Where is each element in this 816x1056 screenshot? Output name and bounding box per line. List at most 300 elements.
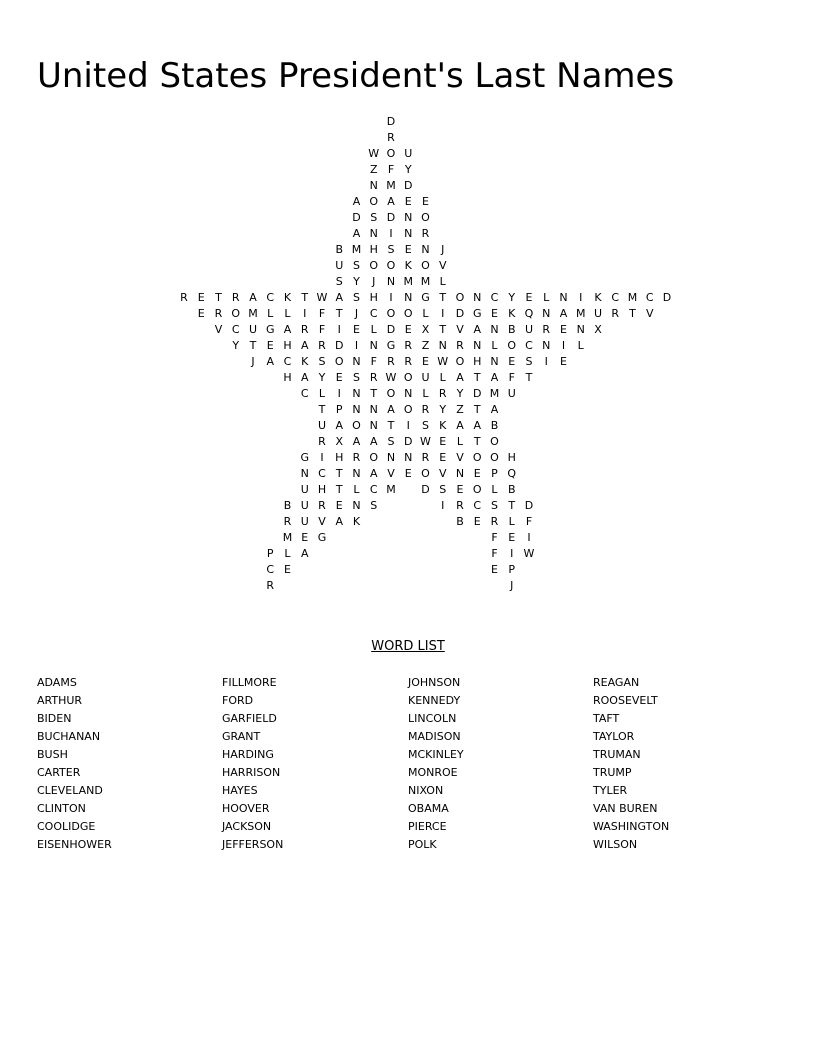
grid-letter[interactable]: N (369, 419, 378, 432)
grid-letter[interactable]: M (403, 275, 413, 288)
grid-letter[interactable]: R (266, 579, 275, 592)
grid-letter[interactable]: O (386, 259, 396, 272)
grid-letter[interactable]: K (404, 259, 412, 272)
grid-letter[interactable]: N (352, 403, 361, 416)
grid-letter[interactable]: P (335, 403, 343, 416)
grid-letter[interactable]: D (473, 387, 482, 400)
grid-letter[interactable]: N (455, 467, 465, 480)
grid-letter[interactable]: L (370, 323, 377, 336)
grid-letter[interactable]: E (560, 355, 567, 368)
grid-letter[interactable]: U (524, 323, 534, 336)
grid-letter[interactable]: O (369, 259, 379, 272)
grid-letter[interactable]: V (438, 259, 447, 272)
grid-letter[interactable]: E (508, 355, 516, 368)
grid-letter[interactable]: T (335, 307, 343, 320)
grid-letter[interactable]: R (404, 339, 413, 352)
grid-letter[interactable]: B (490, 419, 499, 432)
grid-letter[interactable]: N (542, 339, 551, 352)
grid-letter[interactable]: O (403, 403, 413, 416)
grid-letter[interactable]: W (368, 147, 380, 160)
grid-letter[interactable]: O (403, 307, 413, 320)
grid-letter[interactable]: L (577, 339, 584, 352)
grid-letter[interactable]: I (441, 499, 445, 512)
grid-letter[interactable]: R (542, 323, 551, 336)
grid-letter[interactable]: N (404, 227, 413, 240)
grid-letter[interactable]: O (386, 307, 396, 320)
grid-letter[interactable]: N (559, 291, 568, 304)
grid-letter[interactable]: Q (524, 307, 534, 320)
grid-letter[interactable]: N (438, 339, 447, 352)
grid-letter[interactable]: G (317, 531, 327, 544)
grid-letter[interactable]: A (369, 435, 378, 448)
grid-letter[interactable]: L (267, 307, 274, 320)
grid-letter[interactable]: K (352, 515, 361, 528)
grid-letter[interactable]: T (249, 339, 257, 352)
grid-letter[interactable]: R (456, 499, 464, 512)
grid-letter[interactable]: A (300, 371, 309, 384)
grid-letter[interactable]: W (420, 435, 431, 448)
grid-letter[interactable]: R (490, 515, 499, 528)
grid-letter[interactable]: N (404, 211, 413, 224)
grid-letter[interactable]: D (404, 435, 413, 448)
grid-letter[interactable]: I (579, 291, 583, 304)
grid-letter[interactable]: I (337, 323, 341, 336)
grid-letter[interactable]: O (369, 451, 379, 464)
grid-letter[interactable]: Y (232, 339, 240, 352)
grid-letter[interactable]: N (369, 403, 378, 416)
grid-letter[interactable]: U (421, 371, 430, 384)
grid-letter[interactable]: C (490, 291, 499, 304)
grid-letter[interactable]: P (508, 563, 516, 576)
grid-letter[interactable]: A (456, 371, 464, 384)
grid-letter[interactable]: A (335, 419, 344, 432)
grid-letter[interactable]: M (248, 307, 258, 320)
grid-letter[interactable]: N (490, 323, 499, 336)
grid-letter[interactable]: T (370, 387, 378, 400)
grid-letter[interactable]: A (559, 307, 568, 320)
grid-letter[interactable]: Y (318, 371, 326, 384)
grid-letter[interactable]: Z (421, 339, 430, 352)
grid-letter[interactable]: D (662, 291, 672, 304)
grid-letter[interactable]: T (473, 435, 481, 448)
grid-letter[interactable]: L (422, 387, 429, 400)
grid-letter[interactable]: B (507, 323, 516, 336)
grid-letter[interactable]: E (197, 291, 205, 304)
grid-letter[interactable]: O (386, 147, 396, 160)
grid-letter[interactable]: U (593, 307, 603, 320)
grid-letter[interactable]: C (645, 291, 654, 304)
grid-letter[interactable]: X (594, 323, 602, 336)
grid-letter[interactable]: F (491, 547, 498, 560)
grid-letter[interactable]: V (456, 451, 464, 464)
grid-letter[interactable]: R (318, 435, 326, 448)
grid-letter[interactable]: N (404, 451, 413, 464)
grid-letter[interactable]: T (335, 467, 343, 480)
grid-letter[interactable]: S (370, 211, 378, 224)
grid-letter[interactable]: A (387, 403, 395, 416)
grid-letter[interactable]: E (473, 515, 481, 528)
grid-letter[interactable]: E (353, 323, 360, 336)
grid-letter[interactable]: C (525, 339, 533, 352)
grid-letter[interactable]: L (439, 371, 446, 384)
grid-letter[interactable]: I (406, 419, 410, 432)
grid-letter[interactable]: O (472, 451, 482, 464)
grid-letter[interactable]: T (215, 291, 222, 304)
grid-letter[interactable]: N (473, 339, 482, 352)
grid-letter[interactable]: S (318, 355, 326, 368)
grid-letter[interactable]: Y (353, 275, 360, 288)
grid-letter[interactable]: R (231, 291, 240, 304)
grid-letter[interactable]: L (284, 547, 291, 560)
grid-letter[interactable]: N (473, 291, 482, 304)
grid-letter[interactable]: N (386, 275, 396, 288)
grid-letter[interactable]: O (490, 435, 499, 448)
grid-letter[interactable]: U (300, 499, 309, 512)
grid-letter[interactable]: N (421, 243, 430, 256)
grid-letter[interactable]: A (473, 419, 482, 432)
grid-letter[interactable]: G (472, 307, 482, 320)
grid-letter[interactable]: Z (456, 403, 464, 416)
grid-letter[interactable]: N (352, 467, 361, 480)
grid-letter[interactable]: S (353, 259, 360, 272)
grid-letter[interactable]: U (507, 387, 516, 400)
grid-letter[interactable]: M (386, 483, 396, 496)
grid-letter[interactable]: T (629, 307, 636, 320)
grid-letter[interactable]: B (283, 499, 292, 512)
grid-letter[interactable]: A (283, 323, 292, 336)
grid-letter[interactable]: G (386, 339, 396, 352)
grid-letter[interactable]: I (389, 227, 393, 240)
grid-letter[interactable]: O (490, 451, 499, 464)
grid-letter[interactable]: S (335, 275, 343, 288)
grid-letter[interactable]: N (352, 499, 361, 512)
grid-letter[interactable]: L (318, 387, 326, 400)
grid-letter[interactable]: S (387, 435, 395, 448)
grid-letter[interactable]: G (300, 451, 310, 464)
grid-letter[interactable]: U (404, 147, 413, 160)
grid-letter[interactable]: I (561, 339, 566, 352)
grid-letter[interactable]: D (404, 179, 413, 192)
grid-letter[interactable]: C (283, 355, 292, 368)
grid-letter[interactable]: E (491, 563, 498, 576)
grid-letter[interactable]: A (490, 371, 499, 384)
grid-letter[interactable]: D (524, 499, 534, 512)
grid-letter[interactable]: H (283, 371, 292, 384)
grid-letter[interactable]: A (369, 467, 378, 480)
grid-letter[interactable]: R (352, 451, 361, 464)
grid-letter[interactable]: E (491, 307, 498, 320)
grid-letter[interactable]: E (439, 435, 447, 448)
grid-letter[interactable]: E (404, 467, 412, 480)
grid-letter[interactable]: D (386, 323, 396, 336)
grid-letter[interactable]: R (387, 355, 395, 368)
grid-letter[interactable]: N (369, 227, 378, 240)
grid-letter[interactable]: U (300, 483, 309, 496)
grid-letter[interactable]: N (369, 179, 378, 192)
grid-letter[interactable]: O (472, 483, 482, 496)
grid-letter[interactable]: R (611, 307, 620, 320)
grid-letter[interactable]: U (300, 515, 309, 528)
grid-letter[interactable]: A (387, 195, 395, 208)
grid-letter[interactable]: L (439, 275, 446, 288)
grid-letter[interactable]: M (576, 307, 586, 320)
grid-letter[interactable]: V (456, 323, 464, 336)
grid-letter[interactable]: T (439, 323, 447, 336)
grid-letter[interactable]: F (491, 531, 498, 544)
grid-letter[interactable]: N (352, 355, 361, 368)
grid-letter[interactable]: J (441, 243, 445, 256)
grid-letter[interactable]: O (403, 371, 413, 384)
grid-letter[interactable]: C (300, 387, 309, 400)
grid-letter[interactable]: O (334, 355, 344, 368)
grid-letter[interactable]: M (386, 179, 396, 192)
grid-letter[interactable]: T (508, 499, 516, 512)
grid-letter[interactable]: D (386, 115, 396, 128)
grid-letter[interactable]: H (283, 339, 292, 352)
grid-letter[interactable]: O (231, 307, 241, 320)
grid-letter[interactable]: A (249, 291, 257, 304)
grid-letter[interactable]: R (387, 131, 395, 144)
grid-letter[interactable]: T (301, 291, 309, 304)
grid-letter[interactable]: O (455, 291, 465, 304)
grid-letter[interactable]: Y (439, 403, 447, 416)
grid-letter[interactable]: O (455, 355, 465, 368)
grid-letter[interactable]: E (197, 307, 205, 320)
grid-letter[interactable]: R (456, 339, 464, 352)
grid-letter[interactable]: H (507, 451, 516, 464)
grid-letter[interactable]: O (352, 419, 361, 432)
grid-letter[interactable]: E (525, 291, 533, 304)
grid-letter[interactable]: E (404, 243, 412, 256)
grid-letter[interactable]: E (508, 531, 516, 544)
grid-letter[interactable]: C (266, 291, 275, 304)
grid-letter[interactable]: E (335, 371, 343, 384)
grid-letter[interactable]: K (283, 291, 292, 304)
grid-letter[interactable]: P (266, 547, 274, 560)
grid-letter[interactable]: K (594, 291, 602, 304)
grid-letter[interactable]: W (385, 371, 397, 384)
grid-letter[interactable]: R (180, 291, 188, 304)
grid-letter[interactable]: O (421, 211, 430, 224)
grid-letter[interactable]: S (370, 499, 378, 512)
grid-letter[interactable]: R (421, 451, 430, 464)
grid-letter[interactable]: Y (404, 163, 412, 176)
grid-letter[interactable]: E (439, 451, 447, 464)
grid-letter[interactable]: B (507, 483, 516, 496)
grid-letter[interactable]: N (352, 387, 361, 400)
grid-letter[interactable]: S (387, 243, 395, 256)
grid-letter[interactable]: I (510, 547, 514, 560)
grid-letter[interactable]: A (266, 355, 275, 368)
grid-letter[interactable]: S (353, 371, 360, 384)
grid-letter[interactable]: M (489, 387, 500, 400)
grid-letter[interactable]: W (437, 355, 449, 368)
grid-letter[interactable]: D (335, 339, 344, 352)
grid-letter[interactable]: N (404, 387, 413, 400)
grid-letter[interactable]: J (354, 307, 359, 320)
grid-letter[interactable]: L (456, 435, 464, 448)
grid-letter[interactable]: A (473, 323, 482, 336)
grid-letter[interactable]: F (508, 371, 515, 384)
grid-letter[interactable]: M (420, 275, 431, 288)
grid-letter[interactable]: F (318, 323, 326, 336)
grid-letter[interactable]: D (352, 211, 361, 224)
grid-letter[interactable]: U (335, 259, 344, 272)
grid-letter[interactable]: E (404, 195, 412, 208)
grid-letter[interactable]: A (490, 403, 499, 416)
grid-letter[interactable]: V (318, 515, 326, 528)
grid-letter[interactable]: S (422, 419, 429, 432)
grid-letter[interactable]: R (214, 307, 223, 320)
grid-letter[interactable]: E (473, 467, 481, 480)
grid-letter[interactable]: H (369, 291, 378, 304)
grid-letter[interactable]: M (282, 531, 293, 544)
grid-letter[interactable]: W (523, 547, 535, 560)
grid-letter[interactable]: I (354, 339, 359, 352)
grid-letter[interactable]: A (300, 547, 309, 560)
grid-letter[interactable]: M (627, 291, 638, 304)
grid-letter[interactable]: U (317, 419, 327, 432)
grid-letter[interactable]: A (352, 195, 361, 208)
grid-letter[interactable]: S (353, 291, 360, 304)
grid-letter[interactable]: O (421, 259, 430, 272)
grid-letter[interactable]: C (231, 323, 240, 336)
grid-letter[interactable]: T (387, 419, 395, 432)
grid-letter[interactable]: V (214, 323, 223, 336)
grid-letter[interactable]: Y (456, 387, 464, 400)
grid-letter[interactable]: A (335, 515, 344, 528)
grid-letter[interactable]: Y (508, 291, 516, 304)
grid-letter[interactable]: L (284, 307, 291, 320)
grid-letter[interactable]: I (544, 355, 548, 368)
grid-letter[interactable]: R (318, 339, 326, 352)
grid-letter[interactable]: I (441, 307, 445, 320)
grid-letter[interactable]: E (301, 531, 309, 544)
grid-letter[interactable]: Q (507, 467, 517, 480)
grid-letter[interactable]: N (369, 339, 378, 352)
grid-letter[interactable]: O (369, 195, 379, 208)
grid-letter[interactable]: A (352, 227, 361, 240)
grid-letter[interactable]: E (404, 323, 412, 336)
grid-letter[interactable]: N (404, 291, 413, 304)
grid-letter[interactable]: C (369, 483, 378, 496)
grid-letter[interactable]: E (422, 355, 429, 368)
grid-letter[interactable]: S (491, 499, 498, 512)
grid-letter[interactable]: E (266, 339, 274, 352)
grid-letter[interactable]: V (645, 307, 654, 320)
grid-letter[interactable]: L (422, 307, 429, 320)
grid-letter[interactable]: E (284, 563, 291, 576)
grid-letter[interactable]: B (456, 515, 464, 528)
grid-letter[interactable]: R (404, 355, 413, 368)
grid-letter[interactable]: R (421, 227, 430, 240)
grid-letter[interactable]: W (316, 291, 328, 304)
grid-letter[interactable]: B (335, 243, 344, 256)
grid-letter[interactable]: T (473, 403, 481, 416)
grid-letter[interactable]: T (335, 483, 343, 496)
grid-letter[interactable]: H (335, 451, 344, 464)
grid-letter[interactable]: C (369, 307, 378, 320)
grid-letter[interactable]: J (510, 579, 514, 592)
grid-letter[interactable]: X (421, 323, 430, 336)
grid-letter[interactable]: L (491, 483, 498, 496)
grid-letter[interactable]: C (611, 291, 620, 304)
grid-letter[interactable]: I (527, 531, 531, 544)
grid-letter[interactable]: K (508, 307, 516, 320)
grid-letter[interactable]: E (335, 499, 343, 512)
grid-letter[interactable]: L (508, 515, 515, 528)
grid-letter[interactable]: F (387, 163, 395, 176)
grid-letter[interactable]: N (542, 307, 551, 320)
grid-letter[interactable]: R (283, 515, 292, 528)
grid-letter[interactable]: D (421, 483, 430, 496)
grid-letter[interactable]: K (301, 355, 309, 368)
grid-letter[interactable]: V (387, 467, 395, 480)
grid-letter[interactable]: J (372, 275, 376, 288)
grid-letter[interactable]: E (560, 323, 567, 336)
grid-letter[interactable]: R (318, 499, 326, 512)
grid-letter[interactable]: R (421, 403, 430, 416)
grid-letter[interactable]: T (318, 403, 326, 416)
grid-letter[interactable]: R (438, 387, 447, 400)
grid-letter[interactable]: C (266, 563, 275, 576)
grid-letter[interactable]: A (335, 291, 344, 304)
grid-letter[interactable]: K (439, 419, 447, 432)
grid-letter[interactable]: O (421, 467, 430, 480)
grid-letter[interactable]: H (317, 483, 327, 496)
grid-letter[interactable]: G (421, 291, 430, 304)
grid-letter[interactable]: I (320, 451, 324, 464)
grid-letter[interactable]: N (490, 355, 499, 368)
grid-letter[interactable]: I (337, 387, 341, 400)
grid-letter[interactable]: N (576, 323, 585, 336)
grid-letter[interactable]: A (300, 339, 309, 352)
grid-letter[interactable]: I (303, 307, 307, 320)
grid-letter[interactable]: S (525, 355, 533, 368)
grid-letter[interactable]: X (335, 435, 344, 448)
grid-letter[interactable]: E (422, 195, 429, 208)
grid-letter[interactable]: D (386, 211, 396, 224)
grid-letter[interactable]: N (300, 467, 309, 480)
grid-letter[interactable]: L (543, 291, 550, 304)
grid-letter[interactable]: N (386, 451, 396, 464)
grid-letter[interactable]: R (300, 323, 309, 336)
grid-letter[interactable]: L (491, 339, 498, 352)
grid-letter[interactable]: R (369, 371, 378, 384)
grid-letter[interactable]: G (265, 323, 275, 336)
grid-letter[interactable]: U (248, 323, 258, 336)
grid-letter[interactable]: A (456, 419, 464, 432)
grid-letter[interactable]: M (351, 243, 362, 256)
grid-letter[interactable]: C (318, 467, 326, 480)
grid-letter[interactable]: A (352, 435, 361, 448)
grid-letter[interactable]: S (439, 483, 447, 496)
grid-letter[interactable]: E (456, 483, 464, 496)
grid-letter[interactable]: F (370, 355, 377, 368)
grid-letter[interactable]: C (473, 499, 482, 512)
grid-letter[interactable]: Z (369, 163, 378, 176)
grid-letter[interactable]: T (473, 371, 481, 384)
grid-letter[interactable]: H (473, 355, 482, 368)
grid-letter[interactable]: O (507, 339, 517, 352)
grid-letter[interactable]: D (455, 307, 465, 320)
grid-letter[interactable]: I (389, 291, 393, 304)
grid-letter[interactable]: F (525, 515, 533, 528)
grid-letter[interactable]: J (251, 355, 255, 368)
grid-letter[interactable]: H (369, 243, 378, 256)
grid-letter[interactable]: T (525, 371, 533, 384)
grid-letter[interactable]: V (438, 467, 447, 480)
